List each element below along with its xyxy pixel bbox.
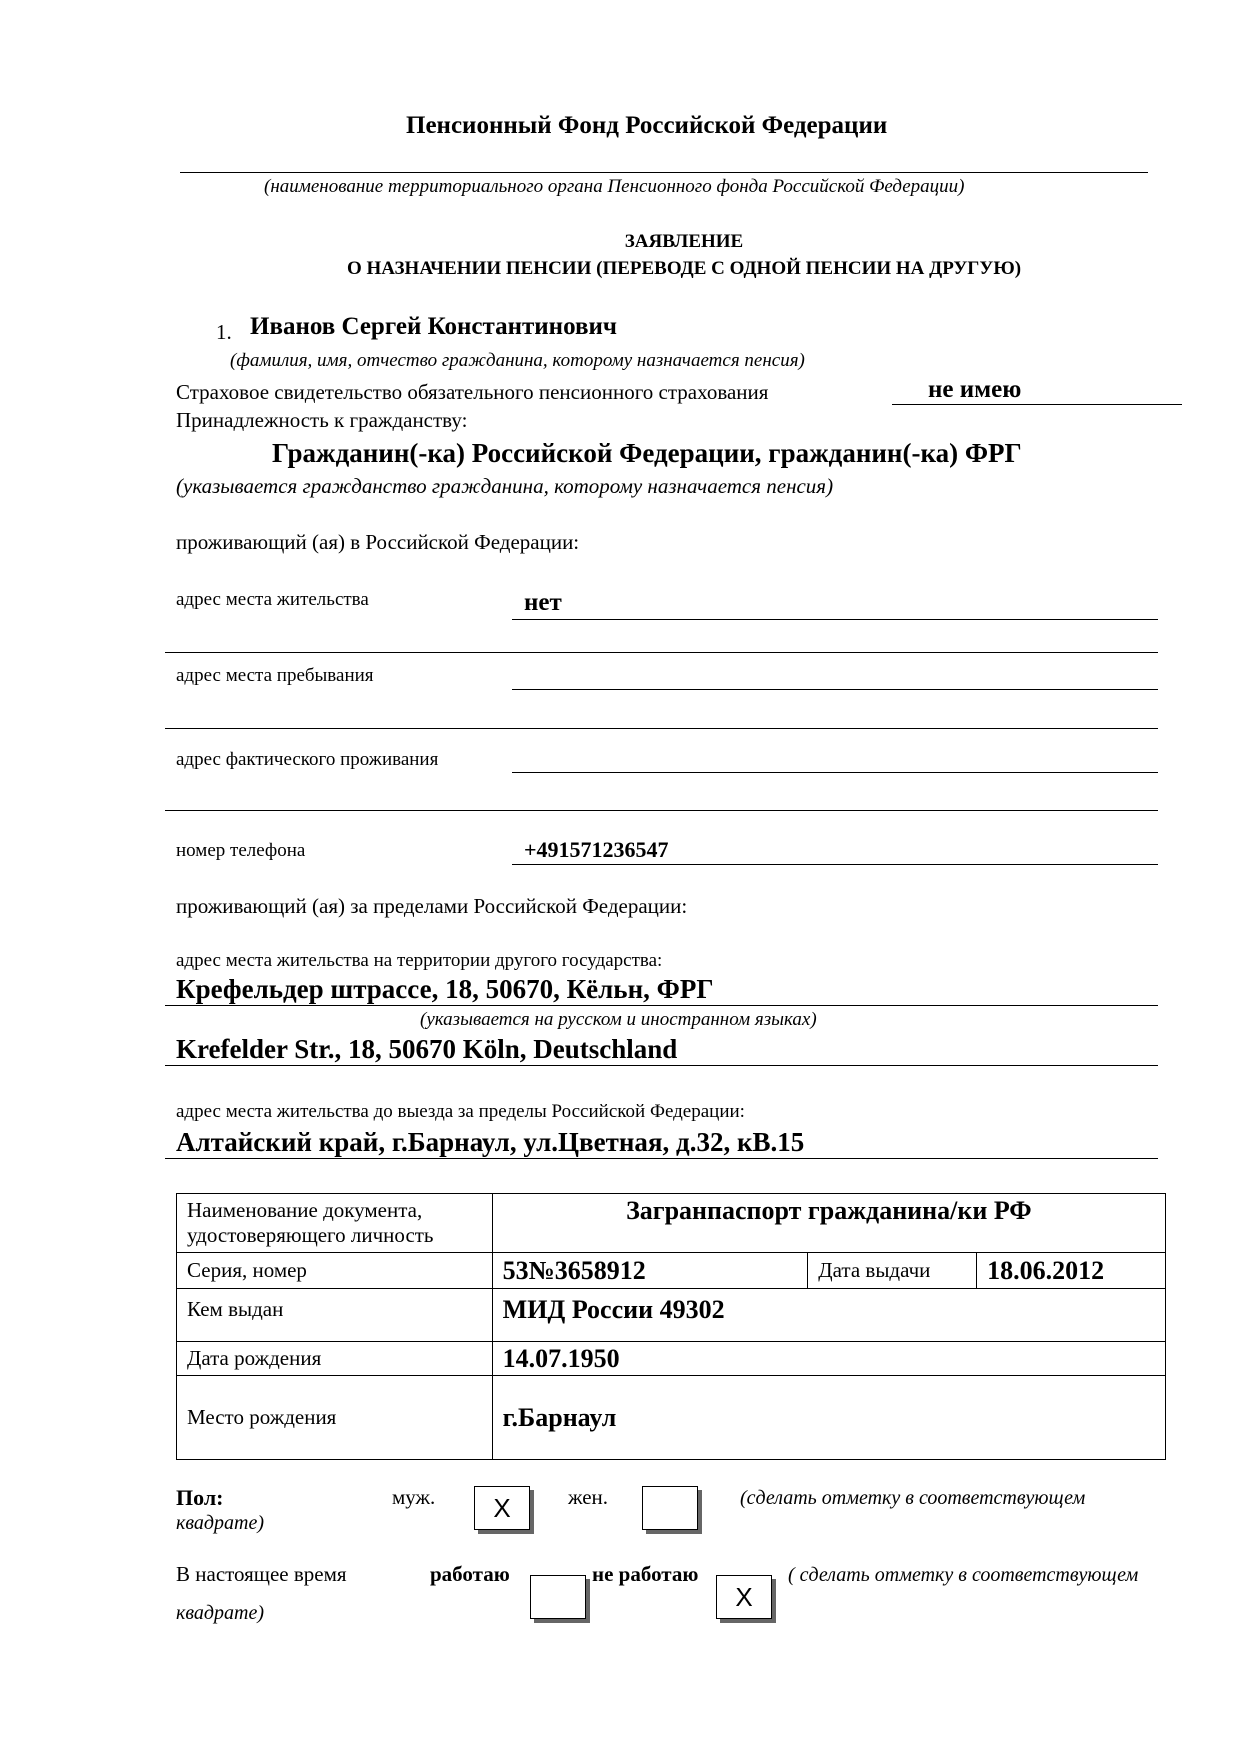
residence-label: адрес места жительства <box>176 589 369 610</box>
gender-label: Пол: <box>176 1485 224 1510</box>
fund-title: Пенсионный Фонд Российской Федерации <box>406 112 888 139</box>
not-working-checkbox[interactable]: X <box>716 1575 772 1619</box>
gender-note: (сделать отметку в соответствующем <box>740 1487 1086 1509</box>
table-row <box>177 1376 1166 1460</box>
foreign-address-native: Krefelder Str., 18, 50670 Köln, Deutschland <box>176 1034 678 1064</box>
series-label: Серия, номер <box>177 1253 493 1289</box>
stay-line-2 <box>165 728 1158 729</box>
phone-line <box>512 864 1158 865</box>
birth-place-label: Место рождения <box>177 1376 493 1460</box>
actual-line-2 <box>165 810 1158 811</box>
table-row <box>177 1342 1166 1376</box>
insurance-label: Страховое свидетельство обязательного пенсионного страхования <box>176 380 769 404</box>
birth-place-value: г.Барнаул <box>492 1376 1165 1460</box>
item-number: 1. <box>216 320 232 344</box>
phone-label: номер телефона <box>176 840 306 861</box>
employment-label: В настоящее время <box>176 1562 347 1586</box>
gender-male-checkbox[interactable]: X <box>474 1486 530 1530</box>
actual-label: адрес фактического проживания <box>176 749 439 770</box>
insurance-line <box>892 404 1182 405</box>
application-heading-1: ЗАЯВЛЕНИЕ <box>624 231 744 252</box>
full-name-note: (фамилия, имя, отчество гражданина, которому назначается пенсия) <box>230 350 805 371</box>
issued-by-value: МИД России 49302 <box>492 1289 1165 1342</box>
abroad-heading: проживающий (ая) за пределами Российской Федерации: <box>176 894 688 918</box>
birth-date-value: 14.07.1950 <box>492 1342 1165 1376</box>
residence-line-2 <box>165 652 1158 653</box>
doc-name-label: Наименование документа, удостоверяющего личность <box>177 1194 493 1253</box>
table-row <box>177 1194 1166 1253</box>
employment-note: ( сделать отметку в соответствующем <box>788 1564 1139 1586</box>
territorial-line <box>180 172 1148 173</box>
insurance-value: не имею <box>928 376 1022 403</box>
issued-by-label: Кем выдан <box>177 1289 493 1342</box>
foreign-address-label: адрес места жительства на территории другого государства: <box>176 950 663 971</box>
id-document-table <box>176 1193 1166 1460</box>
phone-value: +491571236547 <box>524 837 669 862</box>
territorial-note: (наименование территориального органа Пенсионного фонда Российской Федерации) <box>264 176 965 197</box>
foreign-address-ru: Крефельдер штрассе, 18, 50670, Кёльн, ФРГ <box>176 974 714 1004</box>
previous-address-line <box>165 1158 1158 1159</box>
gender-female-label: жен. <box>568 1485 609 1509</box>
previous-address-value: Алтайский край, г.Барнаул, ул.Цветная, д.32, кВ.15 <box>176 1127 805 1157</box>
residence-line <box>512 619 1158 620</box>
issue-date-label: Дата выдачи <box>808 1253 977 1289</box>
issue-date-value: 18.06.2012 <box>977 1253 1166 1289</box>
gender-male-label: муж. <box>392 1485 436 1509</box>
foreign-address-native-line <box>165 1065 1158 1066</box>
citizenship-label: Принадлежность к гражданству: <box>176 408 468 432</box>
citizenship-note: (указывается гражданство гражданина, которому назначается пенсия) <box>176 474 834 498</box>
residence-value: нет <box>524 589 562 616</box>
languages-note: (указывается на русском и иностранном языках) <box>420 1009 817 1030</box>
employment-note-cont: квадрате) <box>176 1602 264 1624</box>
working-label: работаю <box>430 1562 510 1586</box>
not-working-label: не работаю <box>592 1562 699 1586</box>
full-name: Иванов Сергей Константинович <box>250 313 617 340</box>
previous-address-label: адрес места жительства до выезда за пределы Российской Федерации: <box>176 1101 745 1122</box>
gender-female-checkbox[interactable] <box>642 1486 698 1530</box>
stay-label: адрес места пребывания <box>176 665 374 686</box>
series-value: 53№3658912 <box>492 1253 808 1289</box>
actual-line <box>512 772 1158 773</box>
application-heading-2: О НАЗНАЧЕНИИ ПЕНСИИ (ПЕРЕВОДЕ С ОДНОЙ ПЕНСИИ НА ДРУГУЮ) <box>346 258 1022 279</box>
table-row <box>177 1289 1166 1342</box>
citizenship-value: Гражданин(-ка) Российской Федерации, гражданин(-ка) ФРГ <box>272 438 1022 468</box>
foreign-address-ru-line <box>165 1005 1158 1006</box>
birth-date-label: Дата рождения <box>177 1342 493 1376</box>
gender-note-cont: квадрате) <box>176 1512 264 1534</box>
doc-name-value: Загранпаспорт гражданина/ки РФ <box>492 1194 1165 1253</box>
working-checkbox[interactable] <box>530 1575 586 1619</box>
stay-line <box>512 689 1158 690</box>
russia-residence-heading: проживающий (ая) в Российской Федерации: <box>176 530 580 554</box>
table-row <box>177 1253 1166 1289</box>
